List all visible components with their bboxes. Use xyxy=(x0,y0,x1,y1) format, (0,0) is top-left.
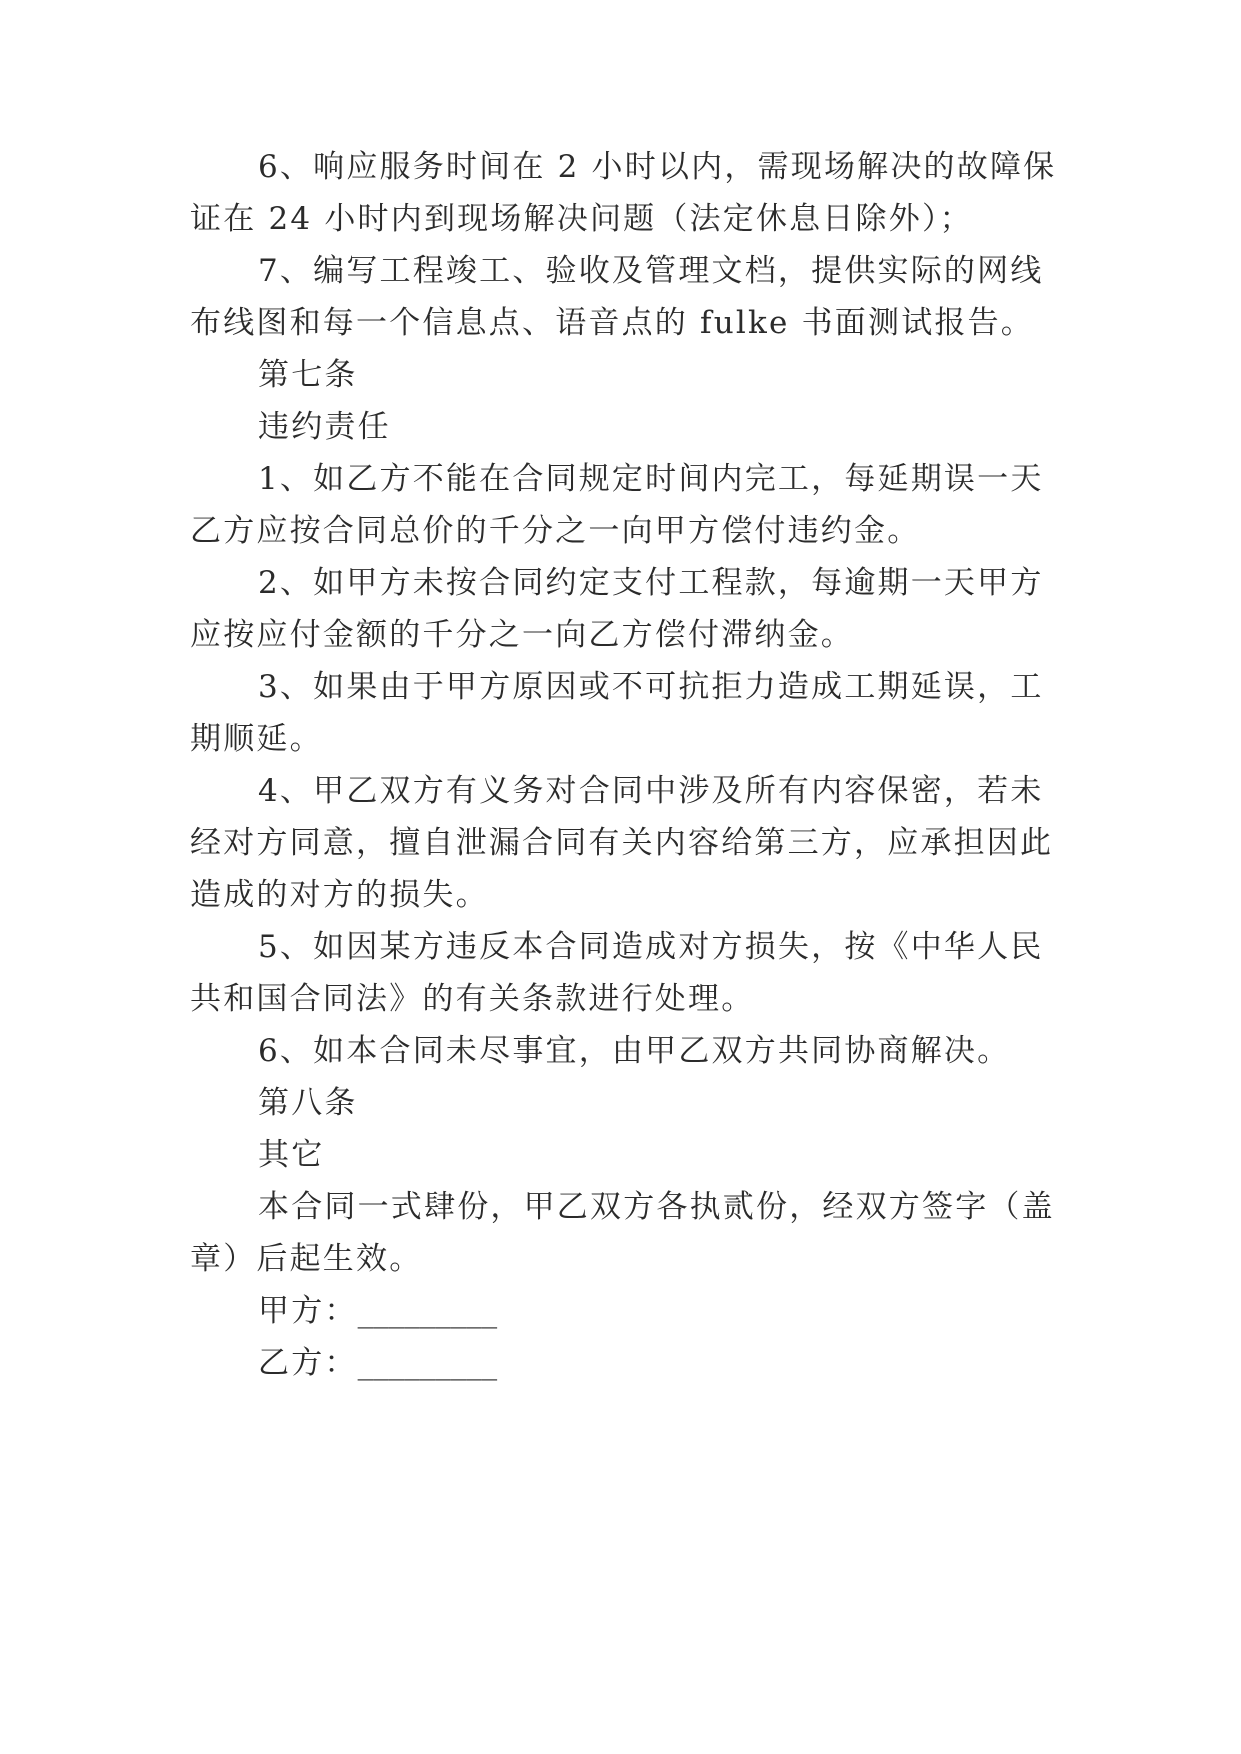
liability-2-line-1: 2、如甲方未按合同约定支付工程款，每逾期一天甲方 xyxy=(258,565,1044,601)
liability-4-line-3: 造成的对方的损失。 xyxy=(190,877,489,913)
article-8-heading: 第八条 xyxy=(258,1085,358,1121)
liability-2-line-2: 应按应付金额的千分之一向乙方偿付滞纳金。 xyxy=(190,617,854,653)
liability-3-line-2: 期顺延。 xyxy=(190,721,323,757)
article-8-title: 其它 xyxy=(258,1137,325,1173)
party-b-signature xyxy=(258,1343,497,1383)
article-7-heading: 第七条 xyxy=(258,357,358,393)
party-b-signature-blank: _________ xyxy=(357,1345,498,1381)
liability-1-line-1: 1、如乙方不能在合同规定时间内完工，每延期误一天 xyxy=(258,461,1044,497)
clause-7-line-2: 布线图和每一个信息点、语音点的 fulke 书面测试报告。 xyxy=(190,305,1034,341)
other-clause-line-1: 本合同一式肆份，甲乙双方各执贰份，经双方签字（盖 xyxy=(258,1189,1055,1225)
party-a-signature-blank: _________ xyxy=(357,1293,498,1329)
party-a-label: 甲方： xyxy=(258,1293,358,1329)
liability-3-line-1: 3、如果由于甲方原因或不可抗拒力造成工期延误，工 xyxy=(258,669,1044,705)
party-a-signature xyxy=(258,1291,497,1331)
liability-4-line-1: 4、甲乙双方有义务对合同中涉及所有内容保密，若未 xyxy=(258,773,1044,809)
liability-5-line-1: 5、如因某方违反本合同造成对方损失，按《中华人民 xyxy=(258,929,1044,965)
liability-6-line-1: 6、如本合同未尽事宜，由甲乙双方共同协商解决。 xyxy=(258,1033,1011,1069)
clause-6-line-2: 证在 24 小时内到现场解决问题（法定休息日除外）； xyxy=(190,201,973,237)
clause-7-line-1: 7、编写工程竣工、验收及管理文档，提供实际的网线 xyxy=(258,253,1044,289)
other-clause-line-2: 章）后起生效。 xyxy=(190,1241,423,1277)
clause-6-line-1: 6、响应服务时间在 2 小时以内，需现场解决的故障保 xyxy=(258,149,1057,185)
liability-1-line-2: 乙方应按合同总价的千分之一向甲方偿付违约金。 xyxy=(190,513,921,549)
liability-4-line-2: 经对方同意，擅自泄漏合同有关内容给第三方，应承担因此 xyxy=(190,825,1054,861)
party-b-label: 乙方： xyxy=(258,1345,358,1381)
liability-5-line-2: 共和国合同法》的有关条款进行处理。 xyxy=(190,981,755,1017)
article-7-title: 违约责任 xyxy=(258,409,391,445)
